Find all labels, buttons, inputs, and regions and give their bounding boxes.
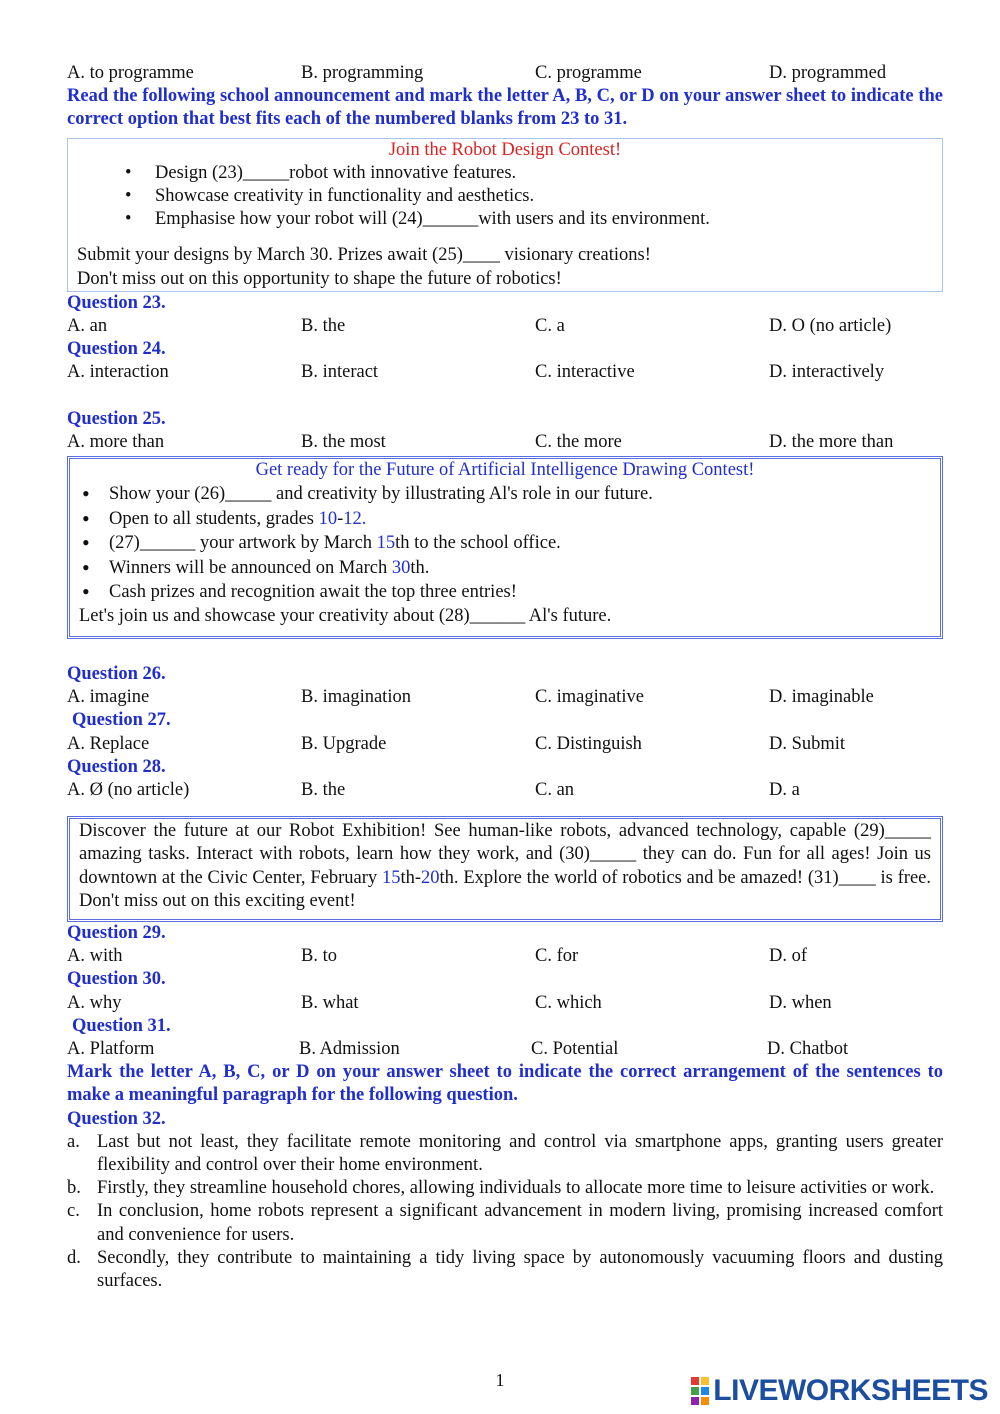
option-d[interactable]: D. O (no article) xyxy=(769,316,892,337)
list-item: • Show your (26)_____ and creativity by illustrating Al's role in our future. xyxy=(109,482,931,507)
notice-title: Join the Robot Design Contest! xyxy=(388,139,622,160)
date-number: 30 xyxy=(391,557,411,578)
grade-end: 12. xyxy=(343,508,367,529)
text: Discover the future at our Robot Exhibition! See human-like robots, advanced technology, capable (29)_____ amazing tasks. Interact with robots, learn how they work, and (30)_____ they can do. Fun for all ages! Join us downtown at the Civic Center, February xyxy=(79,821,931,888)
item-text: Secondly, they contribute to maintaining a tidy living space by autonomously vacuuming floors and dusting surfaces. xyxy=(97,1247,943,1292)
question-27-label: Question 27. xyxy=(72,710,171,731)
liveworksheets-logo[interactable] xyxy=(691,1374,988,1408)
logo-text: LIVEWORKSHEETS xyxy=(713,1374,988,1407)
question-25-label: Question 25. xyxy=(67,408,166,429)
option-c[interactable]: C. Potential xyxy=(531,1039,619,1059)
question-30-label: Question 30. xyxy=(67,969,166,990)
robot-design-notice xyxy=(67,138,943,292)
notice-closing: Let's join us and showcase your creativity about (28)______ Al's future. xyxy=(79,605,612,626)
list-item xyxy=(67,1247,943,1293)
option-d[interactable]: D. imaginable xyxy=(769,687,874,708)
page-number: 1 xyxy=(495,1370,505,1390)
logo-square xyxy=(701,1397,709,1405)
option-a[interactable]: A. imagine xyxy=(67,687,150,708)
option-b[interactable]: B. the most xyxy=(301,431,386,452)
option-c[interactable]: C. Distinguish xyxy=(535,733,642,754)
option-b[interactable]: B. to xyxy=(301,946,337,967)
option-d[interactable]: D. Chatbot xyxy=(767,1039,849,1059)
option-b[interactable]: B. what xyxy=(301,992,359,1013)
notice-paragraph xyxy=(79,820,931,913)
option-d[interactable]: D. interactively xyxy=(769,362,885,383)
item-letter: b. xyxy=(67,1178,81,1199)
text: Open to all students, grades xyxy=(109,508,319,529)
option-a[interactable]: A. interaction xyxy=(67,362,169,383)
q26-options xyxy=(67,686,943,709)
item-letter: c. xyxy=(67,1201,80,1222)
list-item xyxy=(67,1131,943,1177)
option-a[interactable]: A. an xyxy=(67,316,108,337)
logo-square xyxy=(691,1397,699,1405)
text: Winners will be announced on March xyxy=(109,557,392,578)
option-a[interactable]: A. why xyxy=(67,992,122,1013)
list-item: • Emphasise how your robot will (24)______with users and its environment. xyxy=(155,208,933,231)
option-b[interactable]: B. Admission xyxy=(299,1039,400,1059)
option-b[interactable]: B. interact xyxy=(301,362,379,383)
list-item xyxy=(109,507,931,532)
question-28-label: Question 28. xyxy=(67,756,166,777)
list-item: • Cash prizes and recognition await the top three entries! xyxy=(109,580,931,605)
q25-options xyxy=(67,431,943,454)
option-d[interactable]: D. Submit xyxy=(769,733,846,754)
list-item: • Design (23)_____robot with innovative features. xyxy=(155,162,933,185)
option-d[interactable]: D. when xyxy=(769,992,832,1013)
question-29-label: Question 29. xyxy=(67,922,166,943)
option-a[interactable]: A. with xyxy=(67,946,123,967)
item-text: Firstly, they streamline household chores, allowing individuals to allocate more time to leisure activities or work. xyxy=(97,1178,935,1199)
option-a[interactable]: A. Ø (no article) xyxy=(67,779,190,800)
option-b[interactable]: B. the xyxy=(301,316,346,337)
robot-exhibition-notice xyxy=(67,816,943,922)
q27-options xyxy=(67,733,943,756)
question-24-label: Question 24. xyxy=(67,339,166,360)
option-d[interactable]: D. of xyxy=(769,946,808,967)
option-b[interactable]: B. the xyxy=(301,779,346,800)
option-a[interactable]: A. more than xyxy=(67,431,165,452)
option-c[interactable]: C. imaginative xyxy=(535,687,644,708)
option-a[interactable]: A. Platform xyxy=(67,1039,155,1059)
notice-line: Submit your designs by March 30. Prizes await (25)____ visionary creations! xyxy=(77,245,651,266)
list-item xyxy=(67,1177,943,1200)
option-d[interactable]: D. a xyxy=(769,779,800,800)
ai-drawing-notice xyxy=(67,456,943,639)
instruction-announcement: Read the following school announcement and mark the letter A, B, C, or D on your answer sheet to indicate the correct option that best fits each of the numbered blanks from 23 to 31. xyxy=(67,86,943,130)
date-number: 20 xyxy=(421,867,440,888)
option-b[interactable]: B. imagination xyxy=(301,687,411,708)
notice-bullets xyxy=(79,482,931,605)
question-26-label: Question 26. xyxy=(67,663,166,684)
notice-line: Don't miss out on this opportunity to shape the future of robotics! xyxy=(77,268,562,289)
option-a[interactable]: A. to programme xyxy=(67,63,194,83)
option-c[interactable]: C. the more xyxy=(535,431,622,452)
text: th to the school office. xyxy=(395,533,561,554)
q31-options xyxy=(67,1038,943,1061)
option-b[interactable]: B. Upgrade xyxy=(301,733,387,754)
notice-title: Get ready for the Future of Artificial Intelligence Drawing Contest! xyxy=(255,460,755,481)
q29-options xyxy=(67,945,943,968)
list-item: • Showcase creativity in functionality and aesthetics. xyxy=(155,185,933,208)
option-c[interactable]: C. programme xyxy=(535,63,642,83)
grade-start: 10 xyxy=(318,508,338,529)
q28-options xyxy=(67,779,943,802)
list-item xyxy=(109,556,931,581)
option-d[interactable]: D. the more than xyxy=(769,431,894,452)
question-31-label: Question 31. xyxy=(72,1015,171,1036)
option-c[interactable]: C. which xyxy=(535,992,602,1013)
text: th. xyxy=(410,557,430,578)
date-number: 15 xyxy=(381,867,401,888)
notice-bullets xyxy=(77,162,933,232)
logo-icon xyxy=(691,1377,709,1405)
instruction-arrangement: Mark the letter A, B, C, or D on your answer sheet to indicate the correct arrangement of the sentences to make a meaningful paragraph for the following question. xyxy=(67,1062,943,1106)
item-letter: d. xyxy=(67,1247,81,1268)
option-c[interactable]: C. for xyxy=(535,946,579,967)
q32-sentences xyxy=(67,1131,943,1293)
option-b[interactable]: B. programming xyxy=(301,63,424,83)
list-item xyxy=(67,1200,943,1246)
option-c[interactable]: C. interactive xyxy=(535,362,635,383)
date-number: 15 xyxy=(376,533,396,554)
logo-square xyxy=(691,1387,699,1395)
item-letter: a. xyxy=(67,1131,80,1152)
q24-options xyxy=(67,361,943,384)
q30-options xyxy=(67,992,943,1015)
question-23-label: Question 23. xyxy=(67,292,166,313)
dash: - xyxy=(337,508,344,529)
option-c[interactable]: C. an xyxy=(535,779,575,800)
question-32-label: Question 32. xyxy=(67,1108,166,1129)
option-d[interactable]: D. programmed xyxy=(769,63,887,83)
item-text: In conclusion, home robots represent a significant advancement in modern living, promising increased comfort and convenience for users. xyxy=(97,1201,943,1245)
logo-square xyxy=(691,1377,699,1385)
text: th. Explore the world of robotics and be amazed! (31)____ is free. Don't miss out on this exciting event! xyxy=(79,867,932,911)
text: (27)______ your artwork by March xyxy=(109,533,377,554)
text: th- xyxy=(400,867,421,888)
option-c[interactable]: C. a xyxy=(535,316,565,337)
item-text: Last but not least, they facilitate remote monitoring and control via smartphone apps, granting users greater flexibility and control over their home environment. xyxy=(97,1131,943,1176)
worksheet-page xyxy=(67,62,943,1293)
option-a[interactable]: A. Replace xyxy=(67,733,150,754)
logo-square xyxy=(701,1387,709,1395)
q23-options xyxy=(67,315,943,338)
logo-square xyxy=(701,1377,709,1385)
list-item xyxy=(109,531,931,556)
q22-options xyxy=(67,62,943,85)
